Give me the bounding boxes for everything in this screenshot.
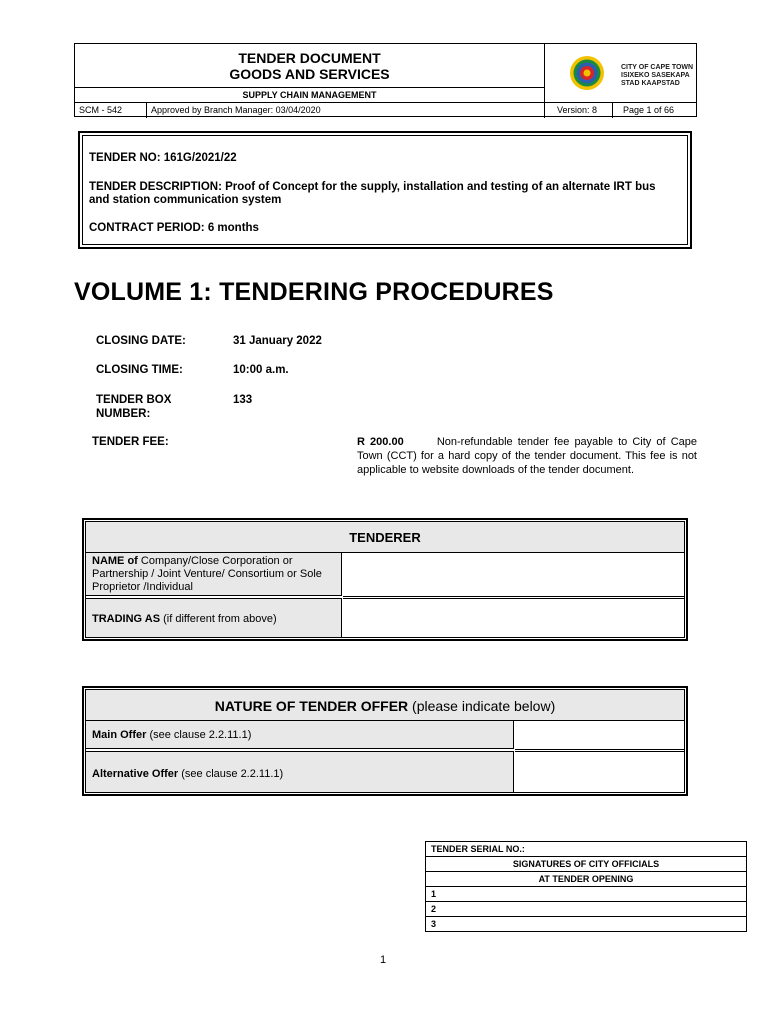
trading-as-bold: TRADING AS xyxy=(92,613,161,625)
tenderer-table xyxy=(82,518,688,641)
main-offer-rest: (see clause 2.2.11.1) xyxy=(146,729,252,741)
trading-as-label xyxy=(86,598,342,637)
tender-box-label-line2: NUMBER: xyxy=(96,408,151,420)
header-title xyxy=(75,44,545,88)
closing-time-value: 10:00 a.m. xyxy=(233,364,289,376)
serial-label: TENDER SERIAL NO.: xyxy=(426,842,747,857)
tender-fee-text xyxy=(357,435,697,477)
main-offer-field[interactable] xyxy=(515,721,684,750)
logo-text-line1: CITY OF CAPE TOWN xyxy=(621,64,694,71)
tender-serial-table xyxy=(425,841,747,932)
approval-info: Approved by Branch Manager: 03/04/2020 xyxy=(147,103,545,118)
main-offer-bold: Main Offer xyxy=(92,729,147,741)
document-header xyxy=(74,43,697,117)
tender-offer-heading xyxy=(86,690,684,721)
tender-box-number: 133 xyxy=(233,394,253,406)
tender-fee-label: TENDER FEE: xyxy=(92,436,169,448)
page-number: 1 xyxy=(380,954,387,966)
closing-date-value: 31 January 2022 xyxy=(233,335,322,347)
signature-row[interactable]: 2 xyxy=(426,902,747,917)
document-code: SCM - 542 xyxy=(75,103,147,118)
main-offer-label xyxy=(86,721,514,749)
alternative-offer-field[interactable] xyxy=(515,751,684,792)
version-info: Version: 8 xyxy=(545,103,613,118)
tenderer-name-field[interactable] xyxy=(343,553,684,597)
tender-offer-heading-rest: (please indicate below) xyxy=(408,698,556,714)
tender-offer-table xyxy=(82,686,688,796)
logo-text-line3: STAD KAAPSTAD xyxy=(621,80,680,87)
city-emblem-icon xyxy=(545,44,697,103)
contract-period: CONTRACT PERIOD: 6 months xyxy=(89,222,259,234)
city-logo xyxy=(545,44,697,103)
volume-title: VOLUME 1: TENDERING PROCEDURES xyxy=(74,278,554,306)
page-info: Page 1 of 66 xyxy=(623,105,675,115)
trading-as-rest: (if different from above) xyxy=(160,613,277,625)
tender-box-label-line1: TENDER BOX xyxy=(96,394,172,406)
signature-row[interactable]: 1 xyxy=(426,887,747,902)
tender-box-label xyxy=(96,393,171,421)
tender-description: TENDER DESCRIPTION: Proof of Concept for the supply, installation and testing of an alternate IRT bus and station communication system xyxy=(89,181,656,206)
tenderer-name-bold: NAME of xyxy=(92,555,138,567)
header-title-line1: TENDER DOCUMENT xyxy=(238,50,381,66)
closing-time-label: CLOSING TIME: xyxy=(96,364,183,376)
signature-row[interactable]: 3 xyxy=(426,917,747,932)
tender-info-box xyxy=(78,131,692,249)
signatures-heading-line1: SIGNATURES OF CITY OFFICIALS xyxy=(426,857,747,872)
signatures-heading-line2: AT TENDER OPENING xyxy=(426,872,747,887)
alternative-offer-label xyxy=(86,751,514,792)
tenderer-name-label xyxy=(86,553,342,596)
alternative-offer-rest: (see clause 2.2.11.1) xyxy=(178,768,284,780)
tenderer-name-rest: Company/Close Corporation or Partnership / Joint Venture/ Consortium or Sole Proprietor /Individual xyxy=(92,555,322,593)
header-title-line2: GOODS AND SERVICES xyxy=(229,66,390,82)
header-meta-row xyxy=(75,102,696,118)
tender-offer-heading-bold: NATURE OF TENDER OFFER xyxy=(214,698,409,714)
tenderer-heading: TENDERER xyxy=(86,522,684,553)
closing-date-label: CLOSING DATE: xyxy=(96,335,186,347)
header-subtitle: SUPPLY CHAIN MANAGEMENT xyxy=(75,88,545,103)
alternative-offer-bold: Alternative Offer xyxy=(92,768,179,780)
trading-as-field[interactable] xyxy=(343,598,684,637)
logo-text-line2: ISIXEKO SASEKAPA xyxy=(621,72,690,79)
tender-fee-note: Non-refundable tender fee payable to City of Cape Town (CCT) for a hard copy of the tender document. This fee is not applicable to website downloads of the tender document. xyxy=(357,436,697,476)
tender-fee-amount: R 200.00 xyxy=(357,436,404,448)
tender-number: TENDER NO: 161G/2021/22 xyxy=(89,152,237,164)
